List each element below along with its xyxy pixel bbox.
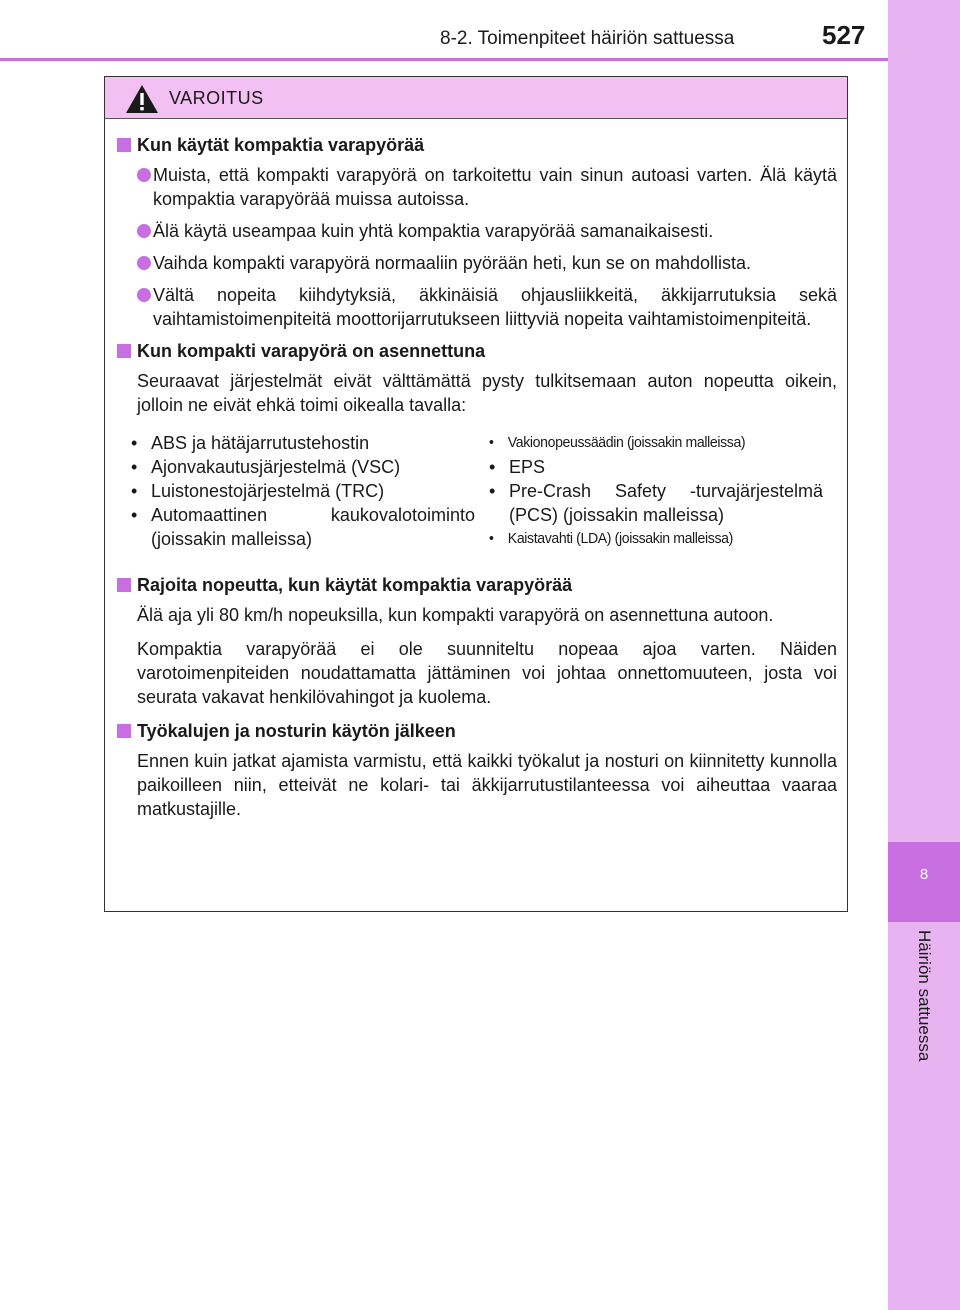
systems-list-right	[475, 431, 823, 551]
warning-label: VAROITUS	[169, 88, 264, 108]
list-item: • EPS	[489, 455, 823, 479]
chapter-title: Häiriön sattuessa	[915, 930, 934, 1062]
section-heading: Työkalujen ja nosturin käytön jälkeen	[117, 719, 837, 743]
paragraph: Seuraavat järjestelmät eivät välttämättä pysty tulkitsemaan auton nopeutta oikein, jolloin ne eivät ehkä toimi oikealla tavalla:	[137, 371, 837, 415]
list-item: • Kaistavahti (LDA) (joissakin malleissa)	[489, 527, 803, 551]
systems-list-left	[131, 431, 475, 551]
circle-bullet-icon	[137, 288, 151, 302]
page-number: 527	[822, 20, 866, 50]
list-item: Vaihda kompakti varapyörä normaaliin pyörään heti, kun se on mahdollista.	[117, 251, 837, 275]
chapter-title-vertical	[888, 930, 960, 1100]
section-heading: Rajoita nopeutta, kun käytät kompaktia varapyörää	[117, 573, 837, 597]
list-item: • Vakionopeussäädin (joissakin malleissa)	[489, 431, 803, 455]
square-bullet-icon	[117, 138, 131, 152]
circle-bullet-icon	[137, 168, 151, 182]
warning-content	[105, 119, 847, 821]
list-item: Muista, että kompakti varapyörä on tarkoitettu vain sinun autoasi varten. Älä käytä kompaktia varapyörää muissa autoissa.	[117, 163, 837, 211]
square-bullet-icon	[117, 344, 131, 358]
section-title: 8-2. Toimenpiteet häiriön sattuessa	[440, 28, 735, 49]
paragraph: Älä aja yli 80 km/h nopeuksilla, kun kompakti varapyörä on asennettuna autoon.	[137, 605, 774, 625]
paragraph: Ennen kuin jatkat ajamista varmistu, että kaikki työkalut ja nosturi on kiinnitetty kunnolla paikoilleen niin, etteivät ne kolari- tai äkkijarrutustilanteessa voi aiheuttaa vaaraa matkustajille.	[137, 751, 837, 819]
square-bullet-icon	[117, 724, 131, 738]
list-item: Vältä nopeita kiihdytyksiä, äkkinäisiä ohjausliikkeitä, äkkijarrutuksia sekä vaihtamistoimenpiteitä moottorijarrutukseen liittyviä nopeita vaihtamistoimenpiteitä.	[117, 283, 837, 331]
square-bullet-icon	[117, 578, 131, 592]
header-divider	[0, 58, 888, 61]
list-item: Älä käytä useampaa kuin yhtä kompaktia varapyörää samanaikaisesti.	[117, 219, 837, 243]
circle-bullet-icon	[137, 224, 151, 238]
warning-box	[104, 76, 848, 912]
chapter-number: 8	[919, 866, 929, 883]
list-item: • ABS ja hätäjarrutustehostin	[131, 431, 475, 455]
section-heading: Kun kompakti varapyörä on asennettuna	[117, 339, 837, 363]
circle-bullet-icon	[137, 256, 151, 270]
chapter-side-tab	[888, 0, 960, 1310]
list-item: • Pre-Crash Safety -turvajärjestelmä (PCS) (joissakin malleissa)	[489, 479, 823, 527]
systems-list	[117, 431, 837, 551]
list-item: • Automaattinen kaukovalotoiminto (joissakin malleissa)	[131, 503, 475, 551]
section-heading: Kun käytät kompaktia varapyörää	[117, 133, 837, 157]
list-item: • Luistonestojärjestelmä (TRC)	[131, 479, 475, 503]
warning-triangle-icon	[125, 84, 159, 114]
list-item: • Ajonvakautusjärjestelmä (VSC)	[131, 455, 475, 479]
paragraph: Kompaktia varapyörää ei ole suunniteltu nopeaa ajoa varten. Näiden varotoimenpiteiden noudattamatta jättäminen voi johtaa onnettomuuteen, josta voi seurata vakavat henkilövahingot ja kuolema.	[137, 639, 837, 707]
warning-header	[105, 77, 847, 119]
